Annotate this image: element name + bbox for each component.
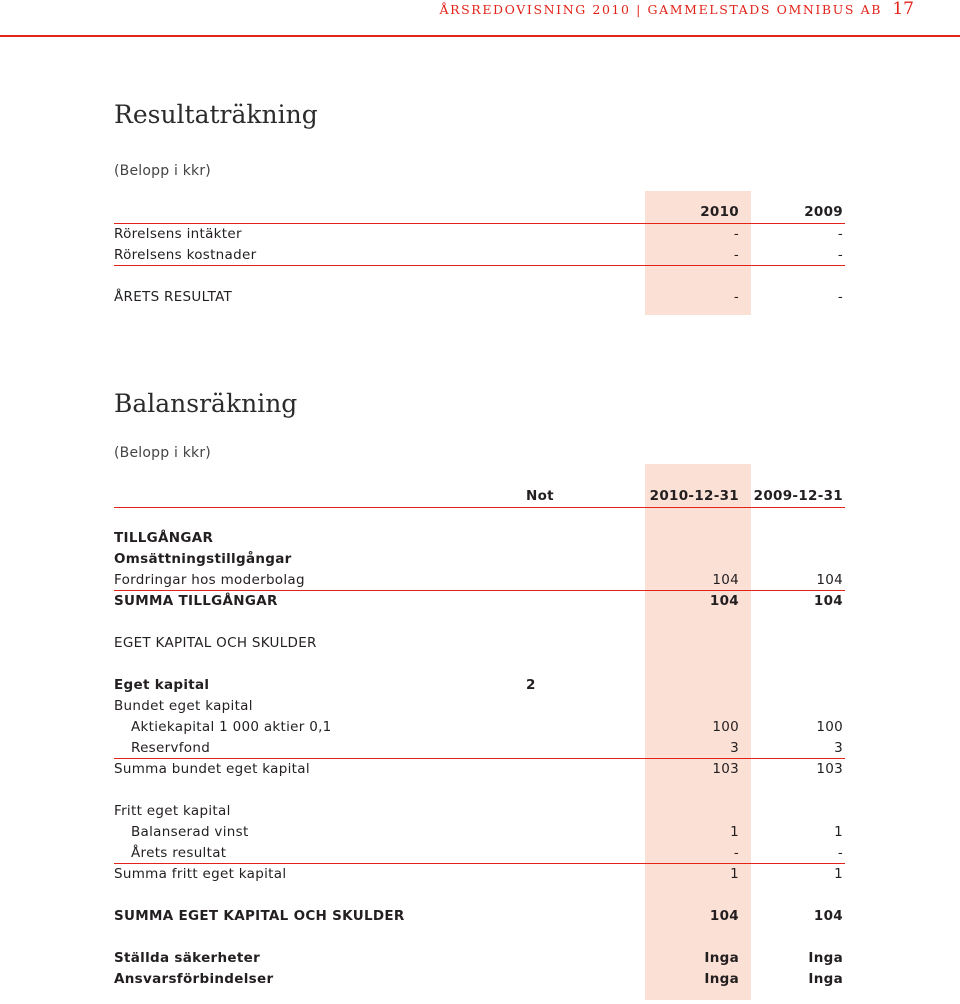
value-2010: 103 [712, 761, 739, 777]
table-row [114, 738, 845, 759]
income-sum-rule [114, 265, 845, 266]
value-2010: 100 [712, 719, 739, 735]
value-2010: - [733, 226, 739, 242]
row-label: TILLGÅNGAR [114, 530, 214, 546]
value-2009: 104 [813, 593, 843, 609]
value-2009: 104 [816, 572, 843, 588]
report-title: ÅRSREDOVISNING 2010 | GAMMELSTADS OMNIBUS AB [439, 2, 882, 17]
balance-col-2010: 2010-12-31 [649, 488, 739, 504]
value-2010: 1 [730, 824, 739, 840]
table-row [114, 801, 845, 822]
value-2009: - [837, 845, 843, 861]
row-label: Reservfond [131, 740, 211, 756]
table-row [114, 528, 845, 549]
value-2009: - [837, 226, 843, 242]
table-row [114, 717, 845, 738]
row-label: Summa bundet eget kapital [114, 761, 310, 777]
page-number: 17 [892, 0, 914, 19]
page-header [0, 0, 960, 36]
table-row [114, 591, 845, 612]
table-row [114, 969, 845, 990]
balance-header-row [114, 486, 845, 507]
value-2010: 104 [709, 908, 739, 924]
row-label: EGET KAPITAL OCH SKULDER [114, 635, 317, 651]
row-label: Balanserad vinst [131, 824, 249, 840]
row-label: SUMMA EGET KAPITAL OCH SKULDER [114, 908, 405, 924]
row-label: Summa fritt eget kapital [114, 866, 287, 882]
value-2009: - [837, 247, 843, 263]
value-2010: 1 [730, 866, 739, 882]
value-2010: 104 [712, 572, 739, 588]
row-label: Ansvarsförbindelser [114, 971, 274, 987]
balance-col-2009: 2009-12-31 [753, 488, 843, 504]
value-2009: 103 [816, 761, 843, 777]
value-2010: Inga [704, 971, 739, 987]
value-2009: 104 [813, 908, 843, 924]
row-label: Eget kapital [114, 677, 210, 693]
value-2010: Inga [704, 950, 739, 966]
table-row [114, 633, 845, 654]
income-statement-title: Resultaträkning [114, 100, 318, 129]
table-row [114, 696, 845, 717]
row-label: Rörelsens kostnader [114, 247, 257, 263]
value-2009: - [837, 289, 843, 305]
header-rule [0, 35, 960, 37]
income-col-2010: 2010 [700, 204, 739, 220]
table-row [114, 822, 845, 843]
table-row [114, 287, 845, 308]
value-2009: 3 [834, 740, 843, 756]
balance-unit-note: (Belopp i kkr) [114, 445, 211, 461]
income-header-row [114, 202, 845, 223]
note-ref: 2 [526, 677, 536, 693]
value-2010: - [733, 289, 739, 305]
table-row [114, 864, 845, 885]
row-label: Aktiekapital 1 000 aktier 0,1 [131, 719, 332, 735]
row-label: Omsättningstillgångar [114, 551, 292, 567]
balance-col-not: Not [526, 488, 554, 504]
table-row [114, 843, 845, 864]
value-2009: 100 [816, 719, 843, 735]
balance-header-rule [114, 507, 845, 508]
income-unit-note: (Belopp i kkr) [114, 163, 211, 179]
table-row [114, 245, 845, 266]
value-2009: 1 [834, 824, 843, 840]
value-2010: - [733, 247, 739, 263]
row-label: SUMMA TILLGÅNGAR [114, 593, 278, 609]
table-row [114, 675, 845, 696]
row-label: Årets resultat [131, 845, 227, 861]
income-col-2009: 2009 [804, 204, 843, 220]
table-row [114, 224, 845, 245]
table-row [114, 549, 845, 570]
table-row [114, 948, 845, 969]
row-label: Bundet eget kapital [114, 698, 253, 714]
row-label: Fordringar hos moderbolag [114, 572, 305, 588]
row-label: Ställda säkerheter [114, 950, 261, 966]
balance-sheet-title: Balansräkning [114, 389, 298, 418]
table-row [114, 759, 845, 780]
table-row [114, 570, 845, 591]
row-label: Rörelsens intäkter [114, 226, 242, 242]
table-row [114, 906, 845, 927]
value-2010: - [733, 845, 739, 861]
value-2010: 104 [709, 593, 739, 609]
value-2009: Inga [808, 971, 843, 987]
value-2009: Inga [808, 950, 843, 966]
row-label: ÅRETS RESULTAT [114, 289, 233, 305]
row-label: Fritt eget kapital [114, 803, 231, 819]
value-2009: 1 [834, 866, 843, 882]
value-2010: 3 [730, 740, 739, 756]
